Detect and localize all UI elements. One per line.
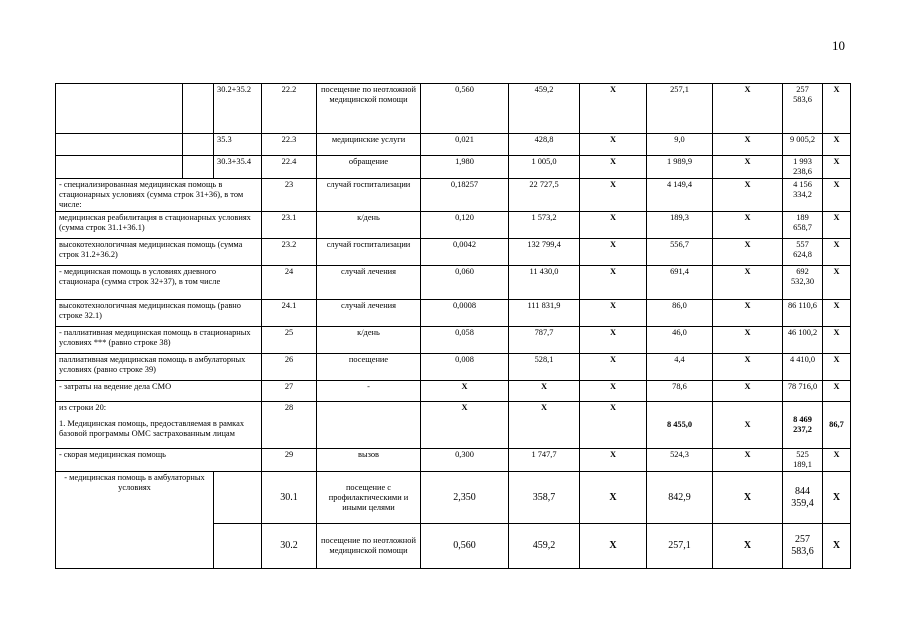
cell-total: 189 658,7 [783,212,823,239]
cell-unit: посещение с профилактическими и иными целями [317,472,421,524]
cell-per-capita: 46,0 [647,327,713,354]
cell-left-blank [183,156,214,179]
cell-cost: 111 831,9 [509,300,580,327]
cell-left-blank [183,134,214,156]
cell-share: X [823,449,851,472]
cell-unit: к/день [317,212,421,239]
table-row [56,156,851,179]
cell-unit: случай госпитализации [317,239,421,266]
cell-line-number: 24 [262,266,317,300]
cell-left-blank [183,84,214,134]
cell-cost: 358,7 [509,472,580,524]
cell-x: X [580,179,647,212]
cell-x: X [580,266,647,300]
cell-per-capita: 189,3 [647,212,713,239]
cell-x: X [713,156,783,179]
cell-per-capita: 842,9 [647,472,713,524]
cell-total: 257 583,6 [783,84,823,134]
cell-total: 4 410,0 [783,354,823,381]
cell-line-number: 23.1 [262,212,317,239]
cell-name: медицинская реабилитация в стационарных условиях (сумма строк 31.1+36.1) [56,212,262,239]
cell-volume: 0,0008 [421,300,509,327]
cell-share: X [823,179,851,212]
table-row [56,449,851,472]
cell-cost: 528,1 [509,354,580,381]
cell-line-number: 22.4 [262,156,317,179]
cell-x: X [713,239,783,266]
cell-name [56,134,183,156]
cell-share: 86,7 [823,402,851,449]
cell-share: X [823,239,851,266]
cell-x: X [713,84,783,134]
cell-source-rows [214,472,262,524]
cell-per-capita: 556,7 [647,239,713,266]
cell-line-number: 29 [262,449,317,472]
cell-unit: - [317,381,421,402]
cell-x: X [580,212,647,239]
table-row [56,300,851,327]
cell-cost: X [509,402,580,449]
cell-source-rows: 30.3+35.4 [214,156,262,179]
cell-total: 78 716,0 [783,381,823,402]
cell-share: X [823,354,851,381]
cell-line-number: 24.1 [262,300,317,327]
cell-cost: 459,2 [509,84,580,134]
cell-volume: 0,060 [421,266,509,300]
cell-per-capita: 4 149,4 [647,179,713,212]
table-row [56,402,851,449]
cell-volume: 0,0042 [421,239,509,266]
cell-x: X [713,179,783,212]
cell-cost: 428,8 [509,134,580,156]
cell-unit: случай лечения [317,300,421,327]
cell-total: 4 156 334,2 [783,179,823,212]
cell-unit [317,402,421,449]
cell-share: X [823,524,851,569]
cell-volume: 0,300 [421,449,509,472]
cell-share: X [823,327,851,354]
cell-x: X [713,524,783,569]
cell-total: 1 993 238,6 [783,156,823,179]
cell-line-number: 27 [262,381,317,402]
cell-name [56,84,183,134]
table-row [56,134,851,156]
cell-per-capita: 86,0 [647,300,713,327]
cell-name: паллиативная медицинская помощь в амбулаторных условиях (равно строке 39) [56,354,262,381]
cell-cost: 1 573,2 [509,212,580,239]
cell-x: X [713,266,783,300]
cell-x: X [580,84,647,134]
cell-cost: 132 799,4 [509,239,580,266]
cell-line-number: 26 [262,354,317,381]
cell-name: высокотехнологичная медицинская помощь (равно строке 32.1) [56,300,262,327]
cell-per-capita: 1 989,9 [647,156,713,179]
table-row [56,472,851,524]
cell-x: X [580,449,647,472]
cell-unit: случай госпитализации [317,179,421,212]
cell-line-number: 28 [262,402,317,449]
cell-cost: 11 430,0 [509,266,580,300]
cell-total: 86 110,6 [783,300,823,327]
cell-volume: 0,560 [421,524,509,569]
cell-x: X [580,472,647,524]
cell-line-number: 30.2 [262,524,317,569]
cell-cost: 22 727,5 [509,179,580,212]
cell-name: - медицинская помощь в амбулаторных условиях [56,472,214,569]
cell-total: 525 189,1 [783,449,823,472]
table-row [56,266,851,300]
section-title: 1. Медицинская помощь, предоставляемая в рамках базовой программы ОМС застрахованным лицам [59,419,245,438]
cell-unit: посещение по неотложной медицинской помощи [317,84,421,134]
cell-x: X [580,524,647,569]
table-row [56,179,851,212]
cell-name: - паллиативная медицинская помощь в стационарных условиях *** (равно строке 38) [56,327,262,354]
cell-volume: X [421,402,509,449]
cell-volume: 0,058 [421,327,509,354]
cell-cost: 1 005,0 [509,156,580,179]
cell-unit: медицинские услуги [317,134,421,156]
cell-source-rows [214,524,262,569]
cell-name: - скорая медицинская помощь [56,449,262,472]
cell-volume: 2,350 [421,472,509,524]
cell-source-rows: 30.2+35.2 [214,84,262,134]
cell-unit: обращение [317,156,421,179]
cell-unit: к/день [317,327,421,354]
cell-line-number: 30.1 [262,472,317,524]
cell-x: X [713,402,783,449]
cell-volume: X [421,381,509,402]
cell-x: X [580,354,647,381]
cell-volume: 0,560 [421,84,509,134]
cell-x: X [580,381,647,402]
cell-share: X [823,134,851,156]
cell-unit: вызов [317,449,421,472]
cell-x: X [713,300,783,327]
cell-volume: 0,18257 [421,179,509,212]
cell-volume: 0,008 [421,354,509,381]
cell-x: X [713,212,783,239]
cell-unit: случай лечения [317,266,421,300]
cell-unit: посещение по неотложной медицинской помощи [317,524,421,569]
table-row [56,327,851,354]
cell-source-rows: 35.3 [214,134,262,156]
cell-x: X [580,239,647,266]
cell-share: X [823,84,851,134]
cell-x: X [580,402,647,449]
cell-cost: X [509,381,580,402]
cell-line-number: 23 [262,179,317,212]
cell-line-number: 22.2 [262,84,317,134]
cell-x: X [580,134,647,156]
cell-cost: 787,7 [509,327,580,354]
cell-share: X [823,266,851,300]
cell-per-capita: 4,4 [647,354,713,381]
cell-cost: 1 747,7 [509,449,580,472]
cell-x: X [580,327,647,354]
cell-x: X [580,156,647,179]
cell-share: X [823,472,851,524]
cell-cost: 459,2 [509,524,580,569]
cell-share: X [823,300,851,327]
cell-per-capita: 257,1 [647,524,713,569]
cell-total: 692 532,30 [783,266,823,300]
table-row [56,84,851,134]
page-number: 10 [832,38,845,53]
cell-line-number: 22.3 [262,134,317,156]
cell-total: 9 005,2 [783,134,823,156]
cell-x: X [713,449,783,472]
cell-per-capita: 9,0 [647,134,713,156]
cell-per-capita: 691,4 [647,266,713,300]
cell-total: 46 100,2 [783,327,823,354]
cell-per-capita: 8 455,0 [647,402,713,449]
cell-share: X [823,156,851,179]
cell-share: X [823,212,851,239]
cell-total: 257 583,6 [783,524,823,569]
cell-name: - затраты на ведение дела СМО [56,381,262,402]
cell-per-capita: 524,3 [647,449,713,472]
cell-name: - специализированная медицинская помощь в стационарных условиях (сумма строк 31+36), в том числе: [56,179,262,212]
cell-share: X [823,381,851,402]
cell-x: X [713,327,783,354]
cell-total: 8 469 237,2 [783,402,823,449]
data-table [55,83,851,569]
cell-x: X [713,134,783,156]
cell-total: 557 624,8 [783,239,823,266]
cell-name [56,156,183,179]
table-row [56,239,851,266]
cell-line-number: 23.2 [262,239,317,266]
cell-x: X [580,300,647,327]
table-row [56,354,851,381]
cell-line-number: 25 [262,327,317,354]
section-heading: из строки 20: [59,403,107,412]
cell-x: X [713,381,783,402]
table-row [56,381,851,402]
cell-volume: 0,021 [421,134,509,156]
cell-unit: посещение [317,354,421,381]
table-row [56,212,851,239]
cell-x: X [713,354,783,381]
cell-name: высокотехнологичная медицинская помощь (сумма строк 31.2+36.2) [56,239,262,266]
cell-volume: 1,980 [421,156,509,179]
cell-name [56,402,262,449]
cell-per-capita: 257,1 [647,84,713,134]
cell-x: X [713,472,783,524]
cell-total: 844 359,4 [783,472,823,524]
cell-volume: 0,120 [421,212,509,239]
cell-name: - медицинская помощь в условиях дневного стационара (сумма строк 32+37), в том числе [56,266,262,300]
cell-per-capita: 78,6 [647,381,713,402]
